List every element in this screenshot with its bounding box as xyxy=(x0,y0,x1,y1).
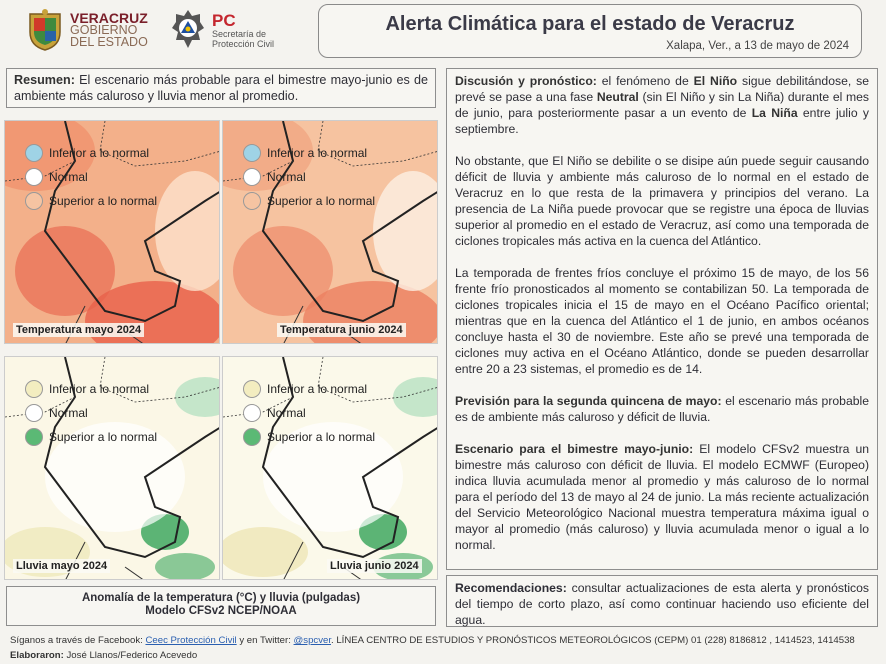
forecast-map xyxy=(222,120,438,344)
scenario-label: Escenario para el bimestre mayo-junio: xyxy=(455,442,694,456)
legend-item xyxy=(25,165,157,189)
legend-label: Inferior a lo normal xyxy=(267,146,368,160)
recommendations-label: Recomendaciones: xyxy=(455,581,567,595)
legend-item xyxy=(25,141,157,165)
discussion-text: entre julio y septiembre. xyxy=(455,106,869,136)
credits-authors: José Llanos/Federico Acevedo xyxy=(63,650,198,661)
map-legend xyxy=(243,141,375,213)
legend-swatch-icon xyxy=(243,192,261,210)
veracruz-shield-icon xyxy=(26,8,64,52)
twitter-link[interactable]: @spcver xyxy=(293,635,331,646)
legend-label: Normal xyxy=(267,406,306,420)
caption-line2: Modelo CFSv2 NCEP/NOAA xyxy=(145,605,297,617)
legend-item xyxy=(243,377,375,401)
footer-text: . LÍNEA CENTRO DE ESTUDIOS Y PRONÓSTICOS METEOROLÓGICOS (CEPM) 01 (228) 8186812 , 1414523, 1414538 xyxy=(331,635,855,646)
recommendations-text: consultar actualizaciones de esta alerta y pronósticos del tiempo de corto plazo, así como continuar haciendo uso eficiente del agua. xyxy=(455,581,869,627)
summary-label: Resumen: xyxy=(14,73,75,87)
legend-item xyxy=(243,165,375,189)
discussion-text: el fenómeno de xyxy=(596,74,694,88)
legend-label: Normal xyxy=(49,406,88,420)
maps-caption xyxy=(6,586,436,626)
bimonthly-scenario xyxy=(455,441,869,553)
footer-credits xyxy=(10,650,197,661)
legend-item xyxy=(243,425,375,449)
forecast-map xyxy=(4,356,220,580)
legend-swatch-icon xyxy=(25,144,43,162)
legend-swatch-icon xyxy=(25,428,43,446)
pc-line2: Protección Civil xyxy=(212,38,275,49)
legend-label: Superior a lo normal xyxy=(267,430,376,444)
el-nino-term: El Niño xyxy=(693,74,738,88)
la-nina-term: La Niña xyxy=(751,106,798,120)
footer-contact xyxy=(10,635,855,646)
summary-panel xyxy=(6,68,436,108)
recommendations-panel xyxy=(446,575,878,627)
legend-swatch-icon xyxy=(243,144,261,162)
facebook-link[interactable]: Ceec Protección Civil xyxy=(145,635,237,646)
legend-swatch-icon xyxy=(243,168,261,186)
caption-line1: Anomalía de la temperatura (°C) y lluvia (pulgadas) xyxy=(81,592,361,604)
legend-label: Inferior a lo normal xyxy=(267,382,368,396)
legend-swatch-icon xyxy=(243,428,261,446)
pc-line1: Secretaría de xyxy=(212,28,267,39)
neutral-term: Neutral xyxy=(596,90,639,104)
legend-swatch-icon xyxy=(25,168,43,186)
forecast-label: Previsión para la segunda quincena de mayo: xyxy=(455,394,722,408)
logo-line2: GOBIERNO xyxy=(70,23,138,37)
legend-swatch-icon xyxy=(243,380,261,398)
logo-line3: DEL ESTADO xyxy=(70,35,148,49)
map-legend xyxy=(243,377,375,449)
map-title: Temperatura junio 2024 xyxy=(277,323,406,337)
legend-label: Inferior a lo normal xyxy=(49,146,150,160)
summary-text: El escenario más probable para el bimestre mayo-junio es de ambiente más caluroso y lluvia menor al promedio. xyxy=(14,73,428,103)
page-title: Alerta Climática para el estado de Veracruz xyxy=(385,13,795,35)
forecast-second-half-may xyxy=(455,393,869,425)
map-title: Lluvia junio 2024 xyxy=(327,559,422,573)
issue-date: Xalapa, Ver., a 13 de mayo de 2024 xyxy=(666,40,849,52)
footer-text: y en Twitter: xyxy=(236,635,294,646)
map-title: Lluvia mayo 2024 xyxy=(13,559,110,573)
legend-item xyxy=(243,141,375,165)
pc-abbr: PC xyxy=(212,10,236,30)
discussion-paragraph-3: La temporada de frentes fríos concluye el próximo 15 de mayo, de los 56 frente frío pronosticados al momento se contabilizan 50. La temporada de ciclones tropicales inicia el 15 de mayo en el Océano Pacífico oriental; mientras que en la cuenca del Atlántico el 1 de junio, en ambos océanos concluye hasta el 30 de noviembre. Este año se prevé una temporada de ciclones muy activa en el Océano Atlántico, donde se pueden desarrollar entre 20 a 23 sistemas, el promedio es de 14. xyxy=(455,266,869,376)
scenario-text: El modelo CFSv2 muestra un bimestre más caluroso con déficit de lluvia. El modelo ECMWF (Europeo) indica lluvia acumulada menor al promedio y más caluroso de lo normal para el período del 13 de mayo al 24 de junio. La más reciente actualización del Servicio Meteorológico Nacional muestra temperatura máxima igual o mayor al promedio (más caluroso) y lluvia acumulada menor o igual a lo normal. xyxy=(455,442,870,552)
discussion-text: (sin El Niño y sin La Niña) durante el mes de junio, para posteriormente pasar a un evento de xyxy=(455,90,869,120)
logo-line1: VERACRUZ xyxy=(70,10,148,26)
civil-protection-emblem-icon xyxy=(170,8,206,52)
veracruz-government-logo xyxy=(26,8,148,52)
legend-swatch-icon xyxy=(25,192,43,210)
footer-text: Síganos a través de Facebook: xyxy=(10,635,146,646)
legend-swatch-icon xyxy=(25,380,43,398)
map-title: Temperatura mayo 2024 xyxy=(13,323,144,337)
legend-label: Normal xyxy=(49,170,88,184)
legend-item xyxy=(25,377,157,401)
legend-label: Normal xyxy=(267,170,306,184)
discussion-text: sigue debilitándose, se prevé se pase a una fase xyxy=(455,74,869,104)
legend-label: Superior a lo normal xyxy=(49,430,158,444)
forecast-map xyxy=(222,356,438,580)
map-legend xyxy=(25,141,157,213)
legend-item xyxy=(243,401,375,425)
legend-label: Superior a lo normal xyxy=(267,194,376,208)
discussion-panel xyxy=(446,68,878,570)
title-panel xyxy=(318,4,862,58)
legend-item xyxy=(243,189,375,213)
legend-swatch-icon xyxy=(25,404,43,422)
forecast-text: el escenario más probable es de ambiente más caluroso y déficit de lluvia. xyxy=(455,394,869,424)
legend-label: Inferior a lo normal xyxy=(49,382,150,396)
discussion-paragraph-1 xyxy=(455,73,869,137)
legend-item xyxy=(25,189,157,213)
discussion-paragraph-2: No obstante, que El Niño se debilite o se disipe aún puede seguir causando déficit de lluvia y ambiente más caluroso de lo normal en el estado de Veracruz en lo que resta de la primavera y principios del verano. La presencia de La Niña puede provocar que se registre una época de lluvias superior al promedio en el estado de Veracruz, así como una temporada de ciclones tropicales más activa en la cuenca del Atlántico. xyxy=(455,154,869,248)
forecast-map xyxy=(4,120,220,344)
legend-item xyxy=(25,425,157,449)
legend-swatch-icon xyxy=(243,404,261,422)
map-legend xyxy=(25,377,157,449)
credits-label: Elaboraron: xyxy=(10,650,64,661)
legend-item xyxy=(25,401,157,425)
legend-label: Superior a lo normal xyxy=(49,194,158,208)
proteccion-civil-logo xyxy=(170,8,274,52)
discussion-label: Discusión y pronóstico: xyxy=(455,74,597,88)
